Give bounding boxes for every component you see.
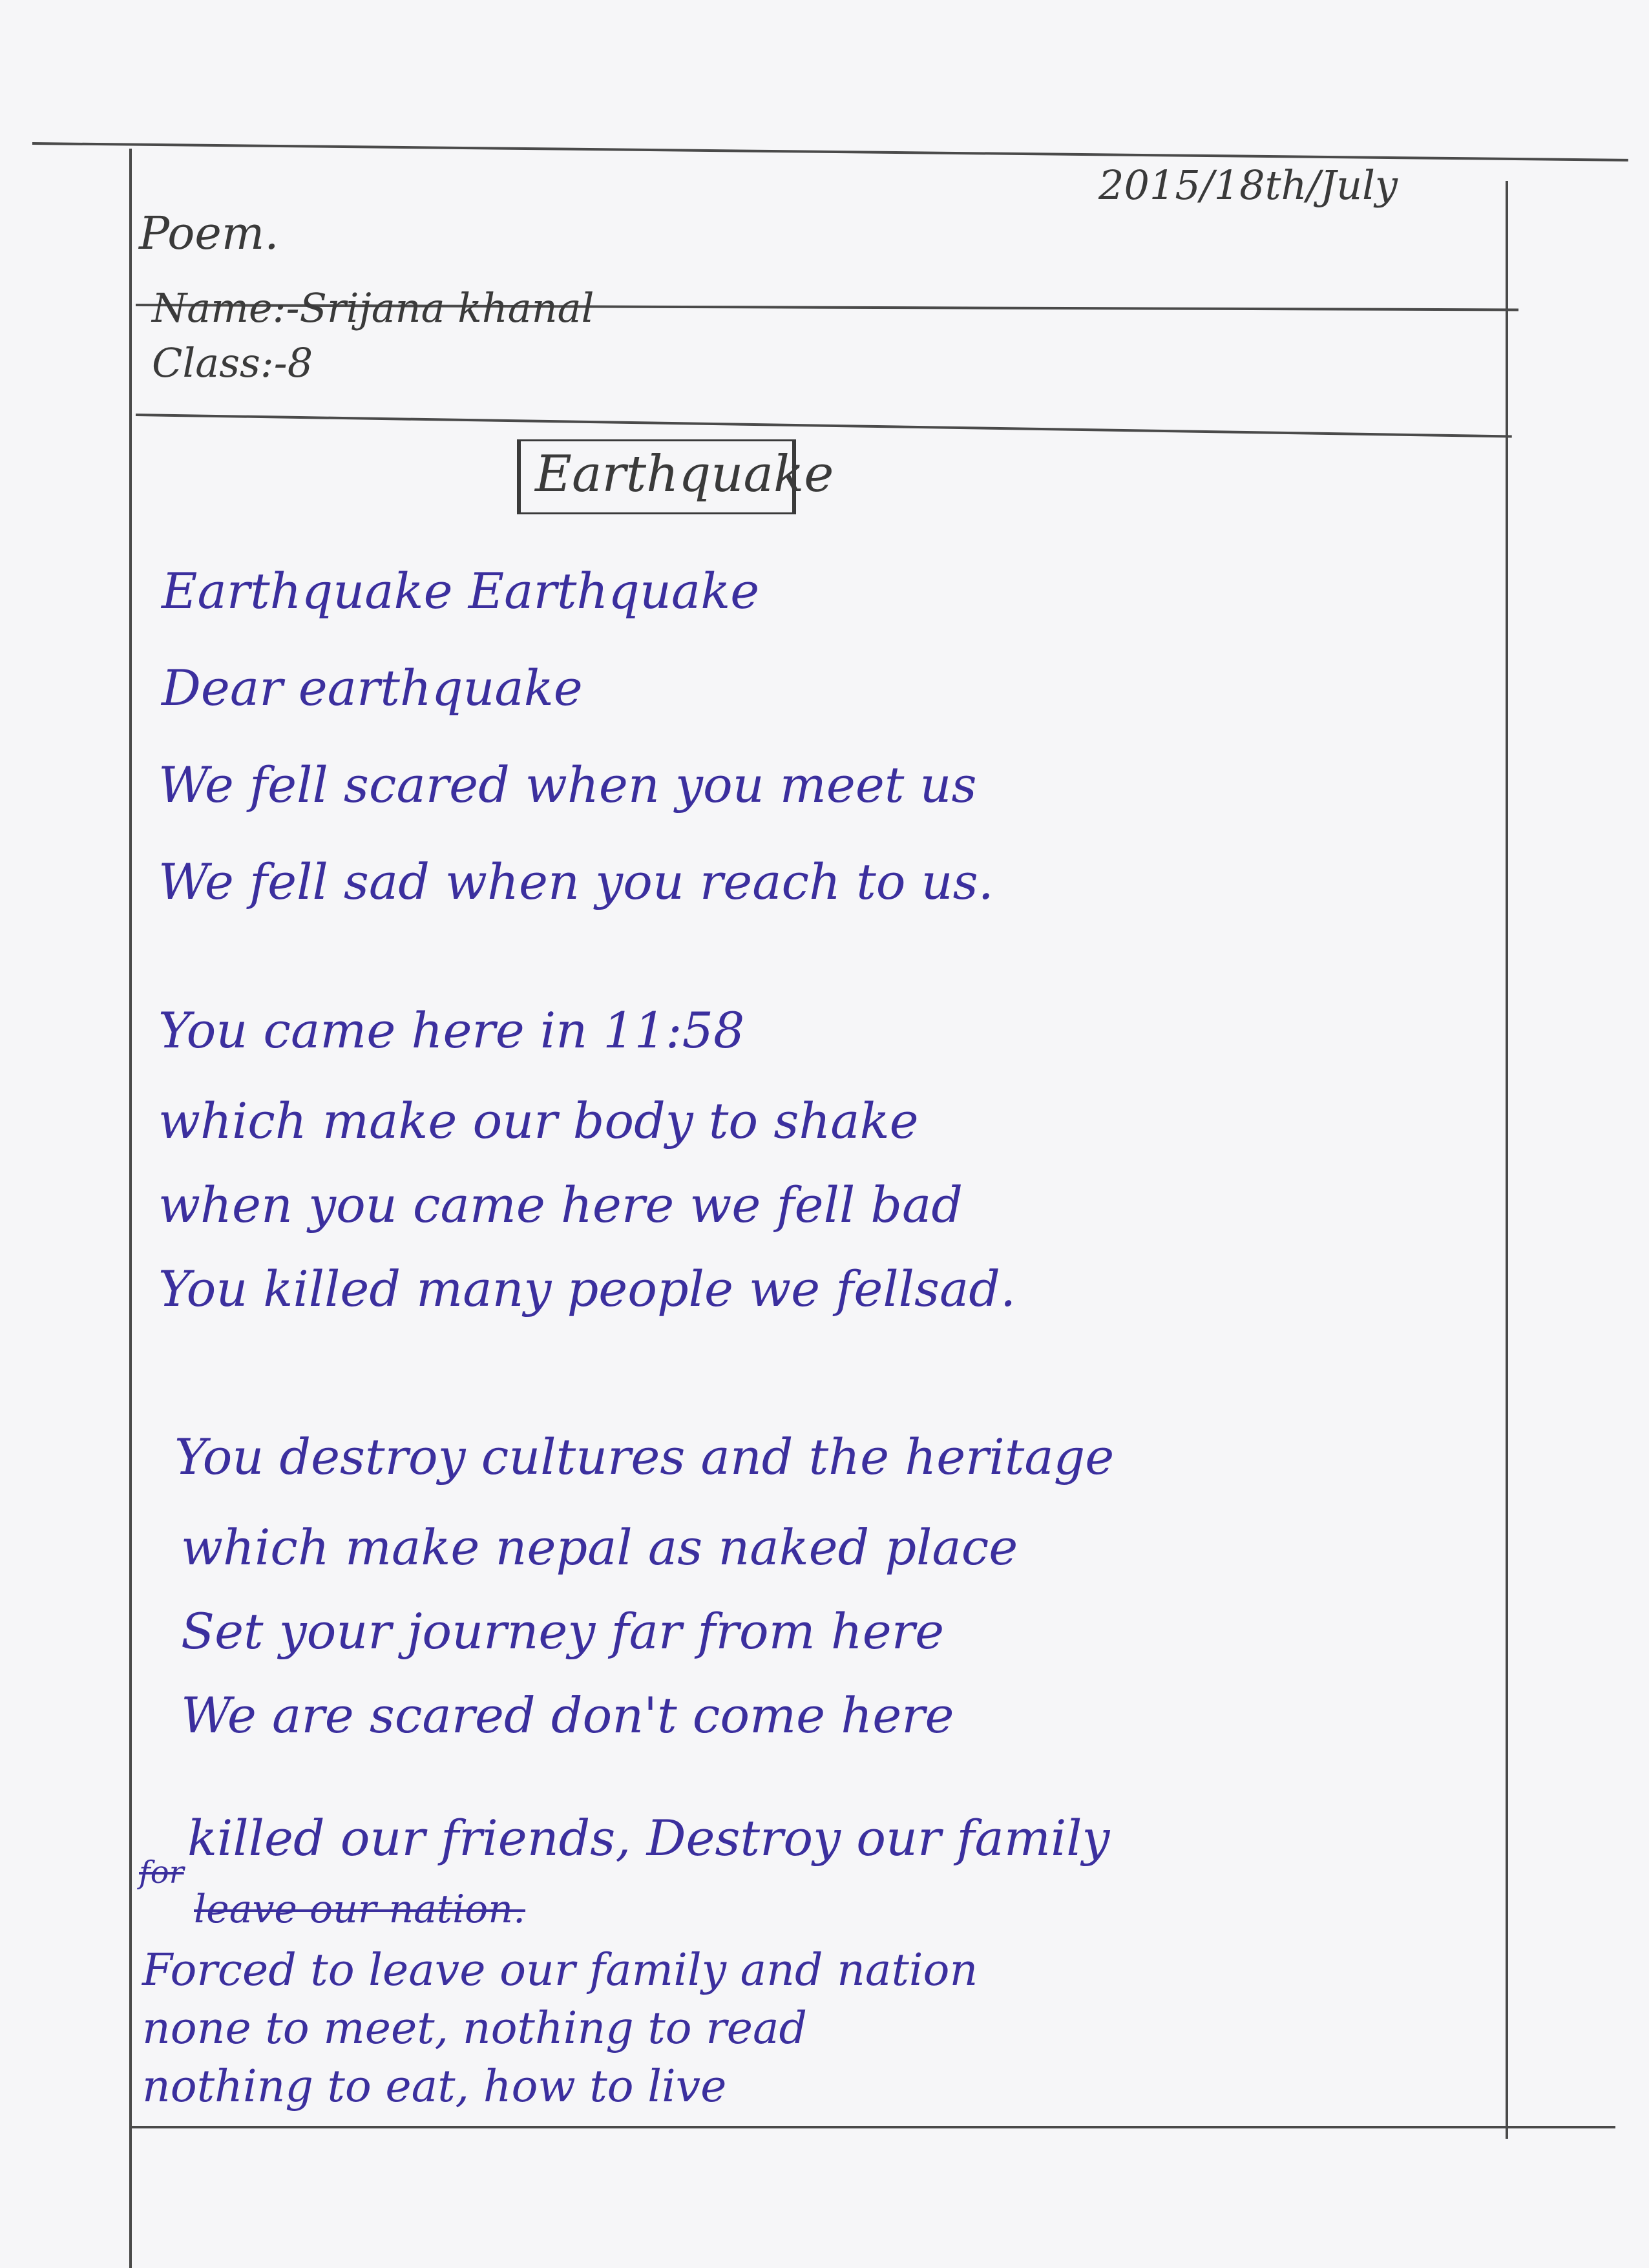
poem-line: none to meet, nothing to read [142, 2003, 808, 2054]
inserted-word: for [139, 1854, 184, 1891]
student-name: Name:-Srijana khanal [152, 284, 594, 331]
poem-line: which make our body to shake [158, 1092, 919, 1150]
poem-line: nothing to eat, how to live [142, 2061, 727, 2112]
poem-line: Dear earthquake [162, 659, 583, 717]
poem-heading: Poem. [139, 207, 279, 260]
poem-line: You destroy cultures and the heritage [174, 1428, 1115, 1486]
poem-line: We are scared don't come here [181, 1686, 954, 1744]
student-class: Class:-8 [152, 339, 313, 386]
date-text: 2015/18th/July [1098, 162, 1398, 209]
header-divider-2 [136, 414, 1512, 437]
poem-line: We fell sad when you reach to us. [158, 853, 994, 910]
struck-text: leave our nation. [194, 1887, 526, 1932]
poem-line: We fell scared when you meet us [158, 756, 977, 814]
poem-title: Earthquake [535, 445, 834, 503]
poem-line: Earthquake Earthquake [162, 562, 760, 620]
poem-line: Forced to leave our family and nation [142, 1945, 978, 1996]
poem-line: killed our friends, Destroy our family [187, 1809, 1110, 1867]
poem-line: You came here in 11:58 [158, 1002, 745, 1059]
left-margin-line [129, 149, 132, 2268]
poem-line: Set your journey far from here [181, 1602, 945, 1660]
top-border-line [32, 142, 1628, 162]
right-margin-line [1506, 181, 1508, 2139]
bottom-border-line [129, 2126, 1615, 2128]
title-box [517, 439, 834, 514]
poem-line: You killed many people we fellsad. [158, 1260, 1016, 1318]
poem-line: which make nepal as naked place [181, 1518, 1018, 1576]
poem-line: when you came here we fell bad [158, 1176, 963, 1234]
